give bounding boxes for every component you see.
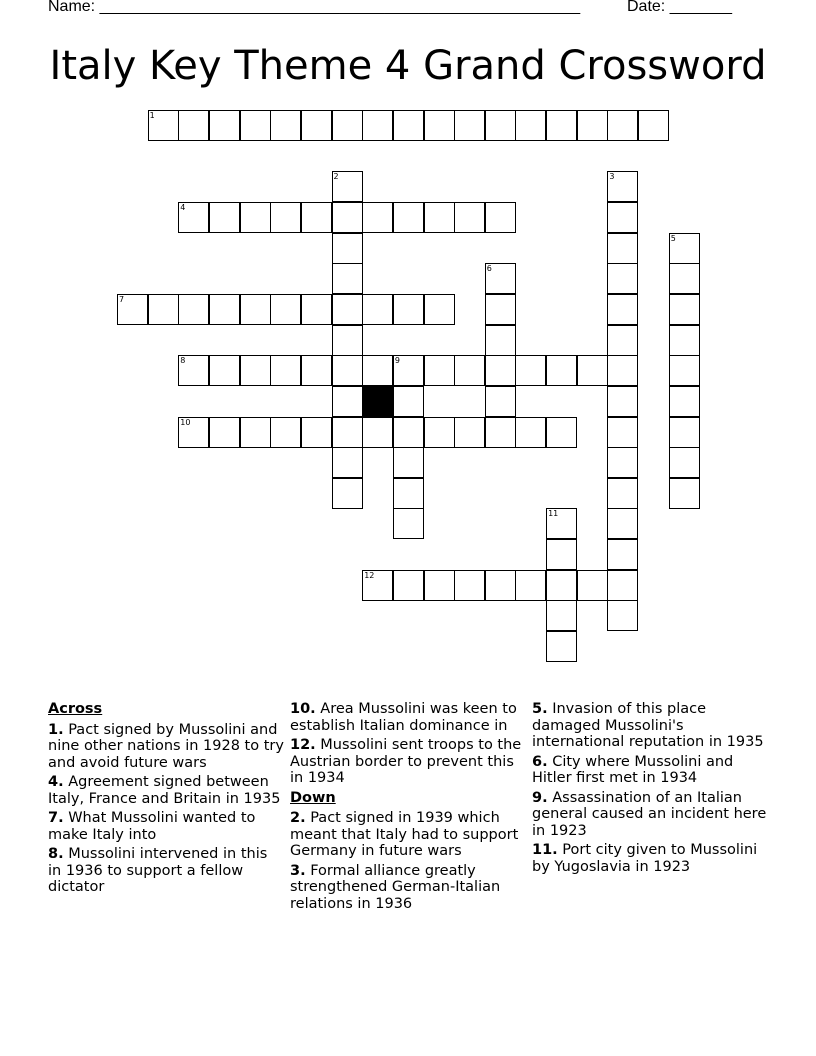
clue-number: 9.	[532, 789, 548, 806]
crossword-cell[interactable]	[332, 325, 363, 356]
crossword-cell[interactable]	[669, 263, 700, 294]
crossword-cell[interactable]	[178, 355, 209, 386]
crossword-cell[interactable]	[546, 110, 577, 141]
crossword-cell[interactable]	[607, 171, 638, 202]
crossword-cell[interactable]	[362, 110, 393, 141]
clue-down-6	[532, 754, 768, 787]
crossword-cell[interactable]	[332, 233, 363, 264]
crossword-cell[interactable]	[332, 171, 363, 202]
crossword-cell[interactable]	[607, 263, 638, 294]
crossword-cell[interactable]	[515, 355, 546, 386]
crossword-cell[interactable]	[669, 233, 700, 264]
crossword-cell[interactable]	[240, 417, 271, 448]
crossword-cell[interactable]	[669, 386, 700, 417]
clue-column-2	[290, 701, 526, 915]
clue-text: City where Mussolini and Hitler first met in 1934	[532, 753, 734, 786]
clue-column-3	[532, 701, 768, 878]
crossword-cell[interactable]	[393, 386, 424, 417]
crossword-cell[interactable]	[362, 355, 393, 386]
crossword-cell[interactable]	[209, 202, 240, 233]
clue-number-label: 6	[486, 264, 492, 274]
crossword-cell[interactable]	[454, 355, 485, 386]
crossword-cell[interactable]	[577, 355, 608, 386]
clue-text: What Mussolini wanted to make Italy into	[48, 810, 256, 843]
crossword-cell[interactable]	[454, 202, 485, 233]
crossword-cell[interactable]	[393, 110, 424, 141]
crossword-cell[interactable]	[607, 447, 638, 478]
black-square	[362, 386, 393, 417]
crossword-cell[interactable]	[148, 294, 179, 325]
clue-across-12	[290, 737, 526, 787]
crossword-cell[interactable]	[393, 355, 424, 386]
crossword-cell[interactable]	[485, 202, 516, 233]
crossword-cell[interactable]	[362, 417, 393, 448]
clue-number-label: 5	[670, 233, 676, 243]
crossword-cell[interactable]	[515, 110, 546, 141]
crossword-cell[interactable]	[424, 202, 455, 233]
crossword-cell[interactable]	[301, 110, 332, 141]
crossword-cell[interactable]	[362, 570, 393, 601]
crossword-cell[interactable]	[607, 478, 638, 509]
crossword-cell[interactable]	[332, 386, 363, 417]
down-heading: Down	[290, 789, 336, 806]
crossword-cell[interactable]	[332, 417, 363, 448]
crossword-cell[interactable]	[424, 110, 455, 141]
clue-number: 11.	[532, 842, 558, 858]
crossword-cell[interactable]	[301, 355, 332, 386]
crossword-cell[interactable]	[515, 570, 546, 601]
crossword-cell[interactable]	[301, 202, 332, 233]
crossword-cell[interactable]	[362, 202, 393, 233]
puzzle-title: Italy Key Theme 4 Grand Crossword	[49, 43, 767, 89]
clue-number: 3.	[290, 862, 306, 879]
crossword-cell[interactable]	[454, 570, 485, 601]
clue-number-label: 10	[180, 417, 191, 427]
clue-across-1	[48, 722, 284, 772]
clue-number-label: 12	[364, 570, 375, 580]
clue-number-label: 8	[180, 356, 186, 366]
crossword-cell[interactable]	[424, 355, 455, 386]
crossword-cell[interactable]	[178, 202, 209, 233]
crossword-cell[interactable]	[669, 294, 700, 325]
crossword-cell[interactable]	[178, 417, 209, 448]
crossword-cell[interactable]	[607, 294, 638, 325]
crossword-cell[interactable]	[454, 417, 485, 448]
crossword-cell[interactable]	[393, 447, 424, 478]
crossword-cell[interactable]	[546, 417, 577, 448]
crossword-cell[interactable]	[638, 110, 669, 141]
crossword-cell[interactable]	[607, 233, 638, 264]
crossword-cell[interactable]	[669, 417, 700, 448]
crossword-cell[interactable]	[393, 478, 424, 509]
crossword-cell[interactable]	[485, 386, 516, 417]
crossword-cell[interactable]	[424, 417, 455, 448]
crossword-cell[interactable]	[607, 417, 638, 448]
crossword-cell[interactable]	[393, 294, 424, 325]
crossword-cell[interactable]	[485, 294, 516, 325]
crossword-cell[interactable]	[393, 202, 424, 233]
name-field-label: Name: ______________________________________________________	[48, 0, 581, 15]
crossword-cell[interactable]	[240, 110, 271, 141]
crossword-cell[interactable]	[577, 110, 608, 141]
crossword-cell[interactable]	[332, 110, 363, 141]
crossword-cell[interactable]	[393, 508, 424, 539]
date-field-label: Date: _______	[627, 0, 732, 15]
crossword-cell[interactable]	[454, 110, 485, 141]
clue-text: Invasion of this place damaged Mussolini's international reputation in 1935	[532, 701, 764, 750]
across-heading: Across	[48, 701, 103, 717]
crossword-cell[interactable]	[270, 417, 301, 448]
clue-number: 1.	[48, 721, 64, 738]
clue-number: 4.	[48, 774, 64, 790]
clue-number: 8.	[48, 846, 64, 862]
crossword-cell[interactable]	[332, 447, 363, 478]
crossword-cell[interactable]	[301, 294, 332, 325]
crossword-cell[interactable]	[485, 325, 516, 356]
crossword-cell[interactable]	[485, 110, 516, 141]
clue-text: Pact signed in 1939 which meant that Italy had to support Germany in future wars	[290, 810, 519, 859]
crossword-cell[interactable]	[270, 355, 301, 386]
crossword-cell[interactable]	[577, 570, 608, 601]
crossword-cell[interactable]	[546, 539, 577, 570]
crossword-cell[interactable]	[332, 202, 363, 233]
crossword-cell[interactable]	[209, 294, 240, 325]
clue-across-8	[48, 846, 284, 896]
crossword-cell[interactable]	[485, 570, 516, 601]
crossword-cell[interactable]	[424, 294, 455, 325]
clue-across-10	[290, 701, 526, 734]
crossword-cell[interactable]	[178, 110, 209, 141]
crossword-cell[interactable]	[607, 355, 638, 386]
crossword-cell[interactable]	[301, 417, 332, 448]
clue-number-label: 3	[609, 172, 615, 182]
crossword-cell[interactable]	[332, 355, 363, 386]
clue-text: Mussolini intervened in this in 1936 to support a fellow dictator	[48, 846, 268, 895]
clue-number: 7.	[48, 810, 64, 826]
crossword-cell[interactable]	[332, 478, 363, 509]
clue-number: 2.	[290, 810, 306, 826]
crossword-cell[interactable]	[607, 600, 638, 631]
crossword-cell[interactable]	[393, 417, 424, 448]
crossword-cell[interactable]	[485, 355, 516, 386]
crossword-cell[interactable]	[117, 294, 148, 325]
clue-text: Agreement signed between Italy, France and Britain in 1935	[48, 774, 281, 807]
crossword-cell[interactable]	[485, 417, 516, 448]
clue-across-7	[48, 810, 284, 843]
crossword-cell[interactable]	[209, 110, 240, 141]
clue-down-11	[532, 842, 768, 875]
crossword-cell[interactable]	[607, 386, 638, 417]
crossword-cell[interactable]	[607, 202, 638, 233]
clue-number-label: 9	[394, 356, 400, 366]
clue-number-label: 1	[149, 111, 155, 120]
clue-number-label: 4	[180, 202, 186, 212]
crossword-cell[interactable]	[240, 355, 271, 386]
crossword-cell[interactable]	[270, 110, 301, 141]
clue-text: Area Mussolini was keen to establish Italian dominance in	[290, 701, 517, 734]
crossword-cell[interactable]	[669, 447, 700, 478]
clue-down-2	[290, 810, 526, 860]
crossword-cell[interactable]	[515, 417, 546, 448]
crossword-cell[interactable]	[332, 294, 363, 325]
crossword-cell[interactable]	[669, 478, 700, 509]
clue-number-label: 2	[333, 172, 339, 182]
clue-column-1	[48, 701, 284, 899]
clue-down-3	[290, 863, 526, 913]
clue-number: 10.	[290, 701, 316, 717]
crossword-cell[interactable]	[362, 294, 393, 325]
clue-text: Pact signed by Mussolini and nine other nations in 1928 to try and avoid future wars	[48, 721, 284, 771]
crossword-cell[interactable]	[546, 508, 577, 539]
clue-number-label: 7	[119, 294, 125, 304]
crossword-cell[interactable]	[148, 110, 179, 141]
crossword-cell[interactable]	[240, 294, 271, 325]
clue-text: Formal alliance greatly strengthened German-Italian relations in 1936	[290, 862, 501, 912]
crossword-cell[interactable]	[607, 508, 638, 539]
crossword-cell[interactable]	[240, 202, 271, 233]
crossword-cell[interactable]	[270, 294, 301, 325]
crossword-cell[interactable]	[607, 110, 638, 141]
crossword-cell[interactable]	[607, 325, 638, 356]
crossword-cell[interactable]	[669, 355, 700, 386]
clue-number-label: 11	[548, 509, 559, 519]
crossword-cell[interactable]	[546, 355, 577, 386]
crossword-cell[interactable]	[424, 570, 455, 601]
crossword-cell[interactable]	[178, 294, 209, 325]
crossword-cell[interactable]	[546, 631, 577, 662]
clue-text: Assassination of an Italian general caused an incident here in 1923	[532, 789, 767, 839]
crossword-cell[interactable]	[332, 263, 363, 294]
clue-number: 6.	[532, 753, 548, 770]
clue-number: 5.	[532, 701, 548, 717]
clue-across-4	[48, 774, 284, 807]
clue-down-5	[532, 701, 768, 751]
crossword-cell[interactable]	[546, 600, 577, 631]
crossword-cell[interactable]	[546, 570, 577, 601]
clue-number: 12.	[290, 737, 316, 753]
crossword-cell[interactable]	[393, 570, 424, 601]
clue-text: Mussolini sent troops to the Austrian border to prevent this in 1934	[290, 737, 522, 786]
crossword-cell[interactable]	[209, 417, 240, 448]
crossword-cell[interactable]	[607, 539, 638, 570]
crossword-cell[interactable]	[669, 325, 700, 356]
clue-down-9	[532, 790, 768, 840]
clue-text: Port city given to Mussolini by Yugoslavia in 1923	[532, 842, 758, 875]
crossword-cell[interactable]	[209, 355, 240, 386]
crossword-cell[interactable]	[270, 202, 301, 233]
crossword-cell[interactable]	[485, 263, 516, 294]
crossword-cell[interactable]	[607, 570, 638, 601]
